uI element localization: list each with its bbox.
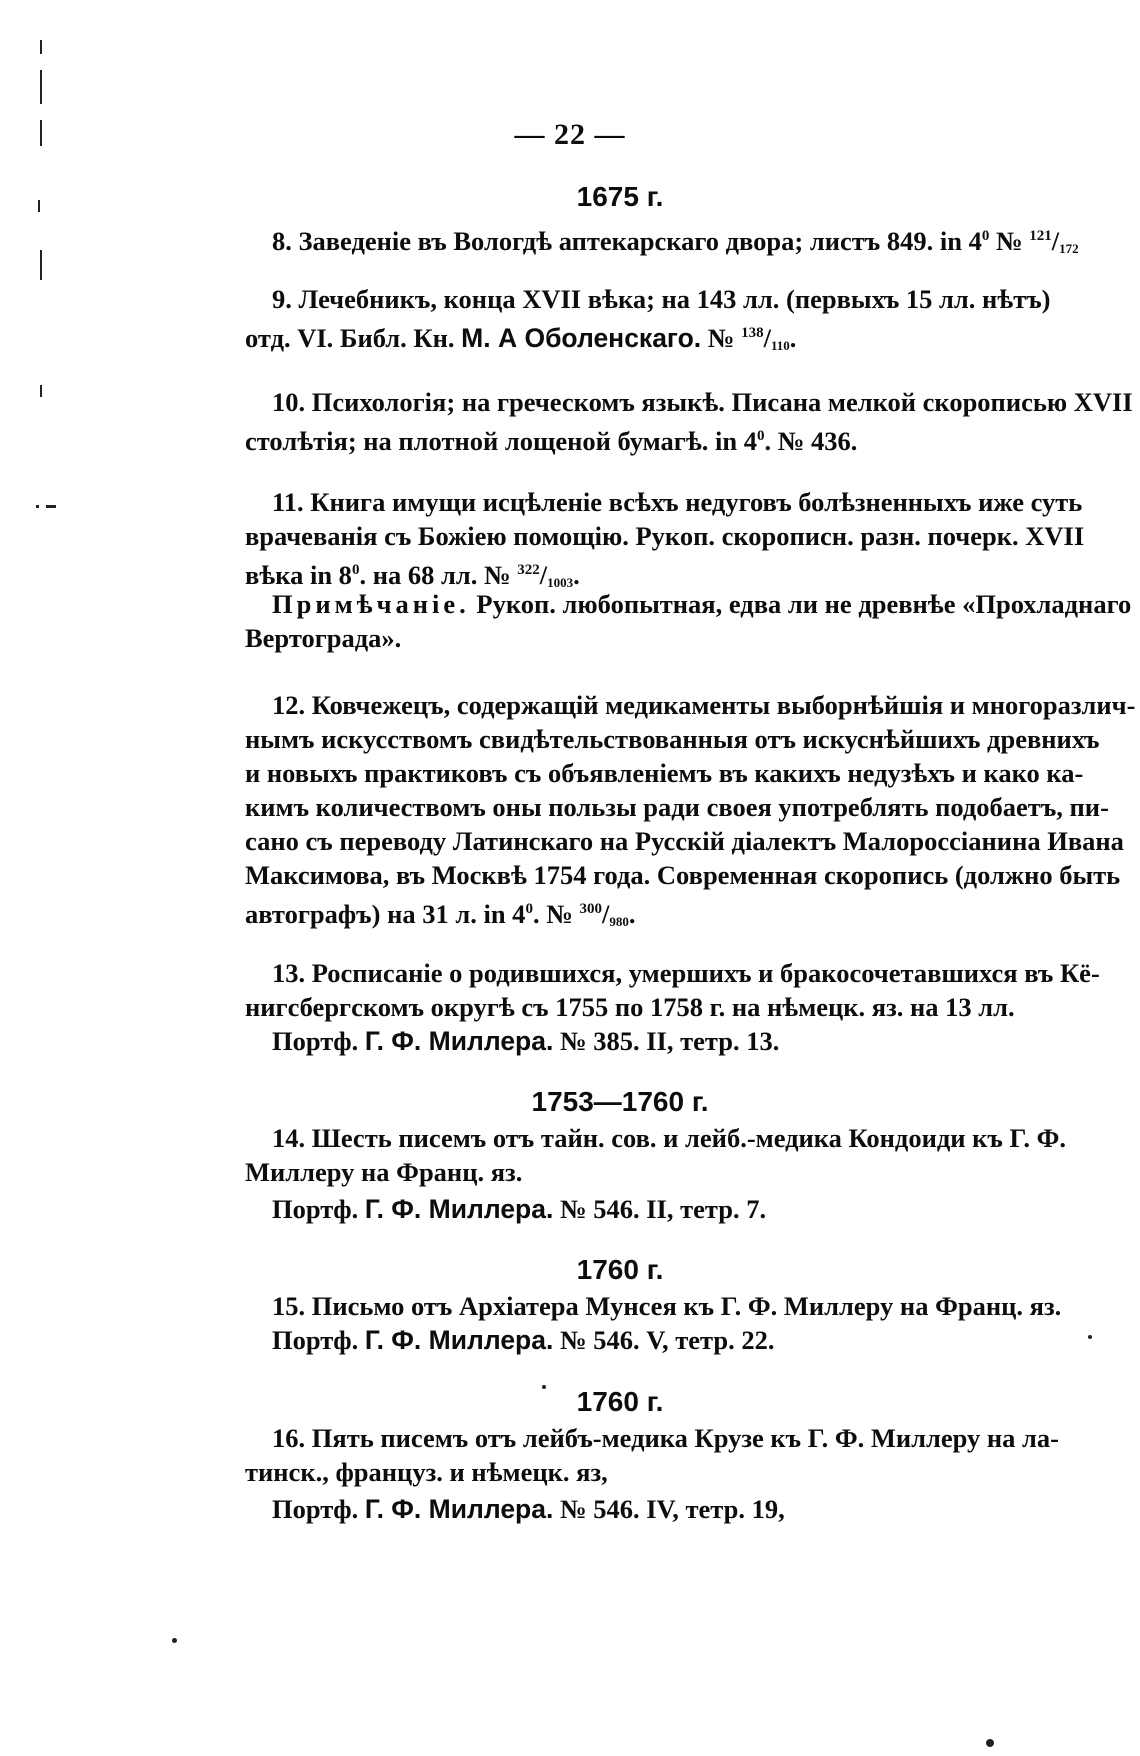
entry-15-line: 15. Письмо отъ Архіатера Мунсея къ Г. Ф. Миллеру на Франц. яз. bbox=[272, 1291, 1062, 1321]
entry-14-line: Портф. Г. Ф. Миллера. № 546. II, тетр. 7. bbox=[272, 1194, 767, 1224]
margin-mark bbox=[40, 40, 42, 54]
entry-11-line: вѣка in $8^0$. на 68 лл. № $^{322}/_{1003}$. bbox=[245, 560, 580, 590]
entry-11-note: Примѣчаніе. Рукоп. любопытная, едва ли не древнѣе «Прохладнаго bbox=[272, 589, 1132, 619]
margin-mark bbox=[986, 1739, 994, 1747]
entry-14-line: Миллеру на Франц. яз. bbox=[245, 1157, 523, 1187]
entry-14-line: 14. Шесть писемъ отъ тайн. сов. и лейб.-медика Кондоиди къ Г. Ф. bbox=[272, 1123, 1067, 1153]
entry-13-line: 13. Росписаніе о родившихся, умершихъ и бракосочетавшихся въ Кё- bbox=[272, 958, 1100, 988]
entry-12-line: Максимова, въ Москвѣ 1754 года. Современная скоропись (должно быть bbox=[245, 860, 1121, 890]
entry-10-line: столѣтія; на плотной лощеной бумагѣ. in $4^0$. № 436. bbox=[245, 426, 858, 456]
entry-11-line: врачеванія съ Божіею помощію. Рукоп. скорописн. разн. почерк. XVII bbox=[245, 521, 1085, 551]
entry-13-line: Портф. Г. Ф. Миллера. № 385. II, тетр. 13. bbox=[272, 1026, 780, 1056]
margin-mark bbox=[40, 70, 42, 104]
entry-11-note: Вертограда». bbox=[245, 623, 402, 653]
entry-16-line: Портф. Г. Ф. Миллера. № 546. IV, тетр. 19, bbox=[272, 1494, 785, 1524]
margin-mark bbox=[172, 1638, 177, 1643]
section-heading-1675: 1675 г. bbox=[576, 181, 664, 212]
margin-mark bbox=[40, 250, 42, 280]
page-number: — 22 — bbox=[514, 118, 626, 151]
margin-mark bbox=[36, 505, 39, 508]
entry-12-line: и новыхъ практиковъ съ объявленіемъ въ какихъ недузѣхъ и како ка- bbox=[245, 758, 1084, 788]
entry-12-line: нымъ искусствомъ свидѣтельствованныя отъ искуснѣйшихъ древнихъ bbox=[245, 724, 1100, 754]
entry-12-line: сано съ переводу Латинскаго на Русскій діалектъ Малороссіанина Ивана bbox=[245, 826, 1124, 856]
entry-9-line: отд. VI. Библ. Кн. М. А Оболенскаго. № $^{138}/_{110}$. bbox=[245, 323, 797, 353]
entry-11-line: 11. Книга имущи исцѣленіе всѣхъ недуговъ болѣзненныхъ иже суть bbox=[272, 487, 1083, 517]
entry-13-line: нигсбергскомъ округѣ съ 1755 по 1758 г. на нѣмецк. яз. на 13 лл. bbox=[245, 992, 1015, 1022]
section-heading-1753-1760: 1753—1760 г. bbox=[531, 1086, 709, 1117]
entry-8-line: 8. Заведеніе въ Вологдѣ аптекарскаго двора; листъ 849. in $4^0$ № $^{121}/_{172}$ bbox=[272, 226, 1079, 256]
section-heading-1760: 1760 г. bbox=[576, 1386, 664, 1417]
margin-mark bbox=[46, 505, 56, 508]
entry-9-line: 9. Лечебникъ, конца XVII вѣка; на 143 лл. (первыхъ 15 лл. нѣтъ) bbox=[272, 284, 1051, 314]
entry-12-line: автографъ) на 31 л. in $4^0$. № $^{300}/_{980}$. bbox=[245, 899, 636, 929]
entry-12-line: кимъ количествомъ оны пользы ради своея употреблять подобаетъ, пи- bbox=[245, 792, 1109, 822]
entry-15-line: Портф. Г. Ф. Миллера. № 546. V, тетр. 22. bbox=[272, 1325, 775, 1355]
section-heading-1760: 1760 г. bbox=[576, 1254, 664, 1285]
entry-16-line: 16. Пять писемъ отъ лейбъ-медика Крузе къ Г. Ф. Миллеру на ла- bbox=[272, 1423, 1059, 1453]
entry-12-line: 12. Ковчежецъ, содержащій медикаменты выборнѣйшія и многоразлич- bbox=[272, 690, 1136, 720]
margin-mark bbox=[40, 385, 42, 397]
entry-10-line: 10. Психологія; на греческомъ языкѣ. Писана мелкой скорописью XVII bbox=[272, 387, 1133, 417]
entry-16-line: тинск., француз. и нѣмецк. яз, bbox=[245, 1457, 608, 1487]
